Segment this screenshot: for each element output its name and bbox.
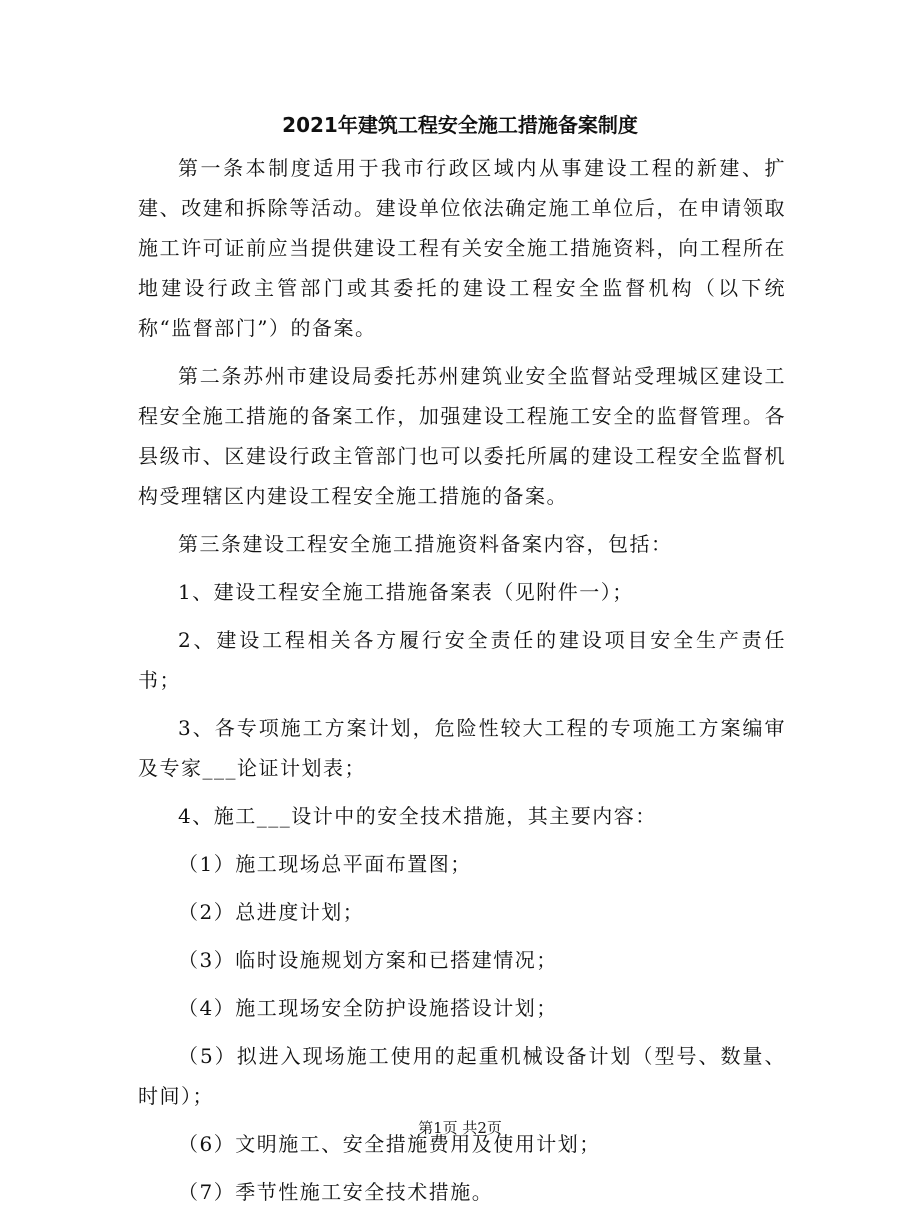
paragraph-article-3: 第三条建设工程安全施工措施资料备案内容，包括：	[178, 532, 673, 556]
sub-item-1: （1）施工现场总平面布置图；	[178, 852, 472, 876]
page-number-footer: 第1页 共2页	[418, 1119, 502, 1137]
sub-item-6: （6）文明施工、安全措施费用及使用计划；	[178, 1132, 601, 1156]
document-body	[138, 148, 786, 1220]
sub-item-4: （4）施工现场安全防护设施搭设计划；	[178, 996, 558, 1020]
list-item-3: 3、各专项施工方案计划，危险性较大工程的专项施工方案编审及专家___论证计划表；	[138, 716, 786, 780]
sub-item-7: （7）季节性施工安全技术措施。	[178, 1180, 494, 1204]
sub-item-3: （3）临时设施规划方案和已搭建情况；	[178, 948, 558, 972]
list-item-1: 1、建设工程安全施工措施备案表（见附件一）；	[178, 580, 634, 604]
sub-item-2: （2）总进度计划；	[178, 900, 365, 924]
list-item-4: 4、施工___设计中的安全技术措施，其主要内容：	[178, 804, 657, 828]
document-title: 2021年建筑工程安全施工措施备案制度	[282, 113, 638, 137]
sub-item-5: （5）拟进入现场施工使用的起重机械设备计划（型号、数量、时间）；	[138, 1044, 786, 1108]
list-item-2: 2、建设工程相关各方履行安全责任的建设项目安全生产责任书；	[138, 628, 786, 692]
paragraph-article-1: 第一条本制度适用于我市行政区域内从事建设工程的新建、扩建、改建和拆除等活动。建设单位依法确定施工单位后，在申请领取施工许可证前应当提供建设工程有关安全施工措施资料，向工程所在地建设行政主管部门或其委托的建设工程安全监督机构（以下统称“监督部门”）的备案。	[138, 156, 786, 340]
paragraph-article-2: 第二条苏州市建设局委托苏州建筑业安全监督站受理城区建设工程安全施工措施的备案工作，加强建设工程施工安全的监督管理。各县级市、区建设行政主管部门也可以委托所属的建设工程安全监督机构受理辖区内建设工程安全施工措施的备案。	[138, 364, 786, 508]
